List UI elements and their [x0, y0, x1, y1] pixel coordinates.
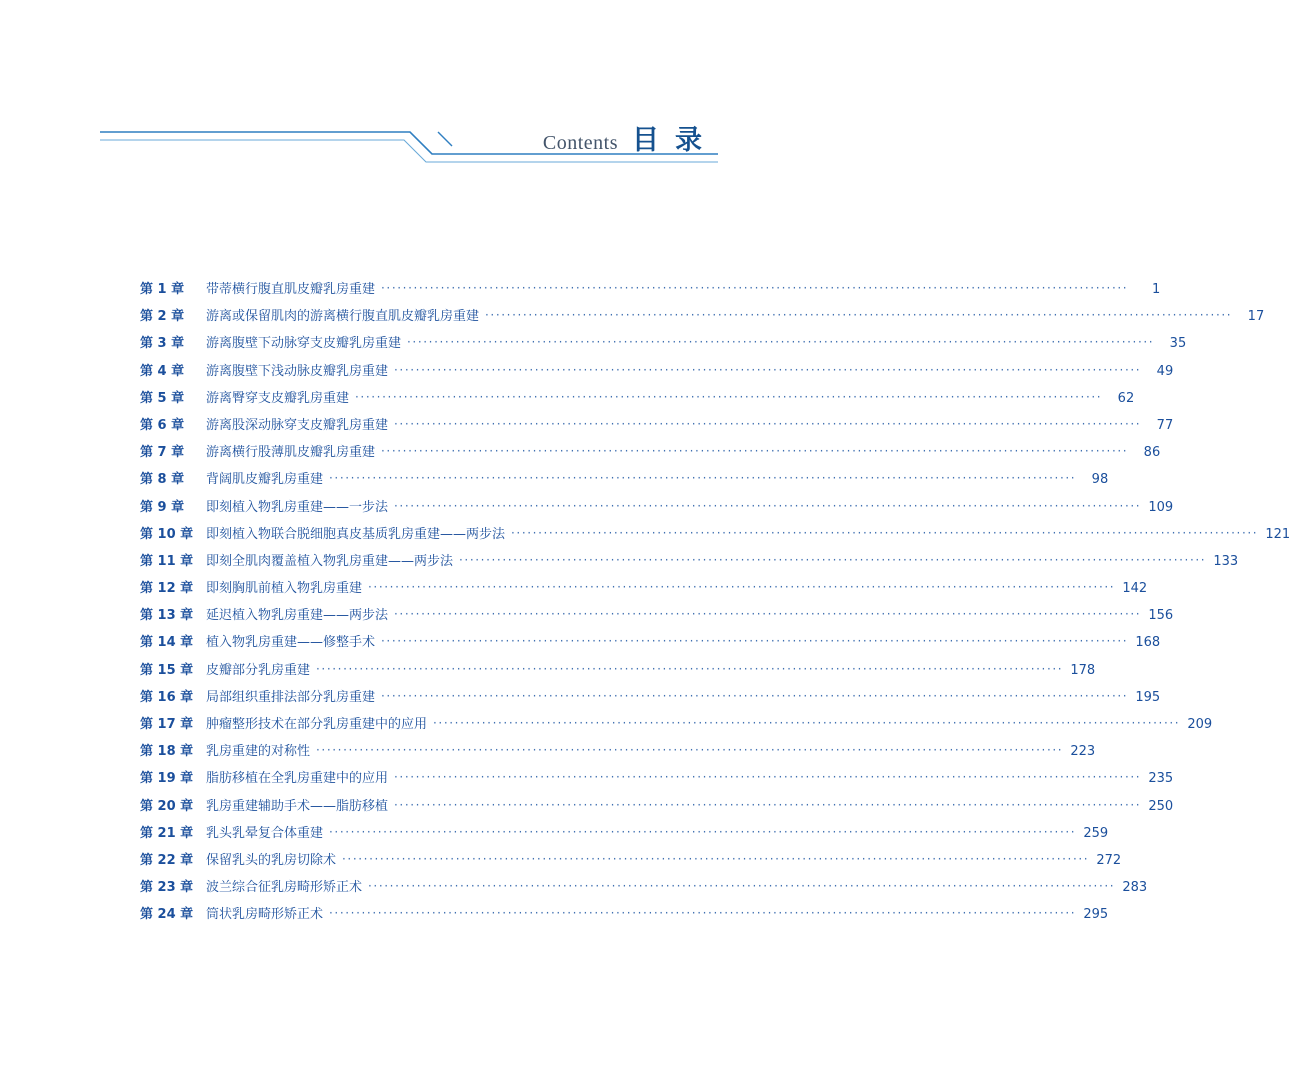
toc-entry-title: 筒状乳房畸形矫正术	[206, 907, 324, 923]
toc-page-number: 250	[1148, 798, 1174, 814]
toc-entry[interactable]	[140, 580, 1148, 597]
toc-entry-title: 乳房重建辅助手术——脂肪移植	[206, 798, 389, 814]
toc-entry[interactable]	[140, 607, 1174, 624]
toc-page-number: 109	[1148, 499, 1174, 515]
toc-chapter-number: 第 20 章	[140, 798, 194, 814]
toc-entry-title: 游离横行股薄肌皮瓣乳房重建	[206, 445, 376, 461]
toc-dot-leader: ··········································································································································	[329, 906, 1077, 921]
toc-chapter-number: 第 19 章	[140, 771, 194, 787]
toc-entry[interactable]	[140, 634, 1161, 651]
toc-chapter-number: 第 12 章	[140, 581, 194, 597]
toc-dot-leader: ··········································································································································	[394, 770, 1142, 785]
toc-dot-leader: ··········································································································································	[394, 498, 1142, 513]
toc-chapter-number: 第 4 章	[140, 363, 185, 379]
toc-entry[interactable]	[140, 743, 1096, 760]
toc-entry-title: 波兰综合征乳房畸形矫正术	[206, 880, 363, 896]
toc-page-number: 223	[1070, 744, 1096, 760]
toc-chapter-number: 第 16 章	[140, 689, 194, 705]
toc-dot-leader: ··········································································································································	[407, 335, 1155, 350]
toc-page-number: 142	[1122, 581, 1148, 597]
toc-chapter-number: 第 24 章	[140, 907, 194, 923]
toc-dot-leader: ··········································································································································	[381, 281, 1129, 295]
toc-entry[interactable]	[140, 389, 1135, 406]
toc-entry[interactable]	[140, 661, 1096, 678]
toc-page-number: 178	[1070, 662, 1096, 678]
toc-chapter-number: 第 23 章	[140, 880, 194, 896]
toc-entry-title: 即刻胸肌前植入物乳房重建	[206, 581, 363, 597]
toc-chapter-number: 第 2 章	[140, 309, 185, 325]
toc-dot-leader: ··········································································································································	[394, 362, 1142, 377]
toc-entry-title: 皮瓣部分乳房重建	[206, 662, 311, 678]
contents-label-en: Contents	[542, 132, 618, 154]
toc-chapter-number: 第 14 章	[140, 635, 194, 651]
toc-entry[interactable]	[140, 498, 1174, 515]
toc-page-number: 86	[1143, 445, 1161, 461]
toc-entry[interactable]	[140, 770, 1174, 787]
toc-entry-title: 即刻植入物联合脱细胞真皮基质乳房重建——两步法	[206, 526, 506, 542]
toc-chapter-number: 第 21 章	[140, 825, 194, 841]
toc-page-number: 156	[1148, 608, 1174, 624]
toc-entry[interactable]	[140, 281, 1161, 297]
toc-entry-title: 乳头乳晕复合体重建	[206, 825, 324, 841]
toc-dot-leader: ··········································································································································	[329, 471, 1077, 486]
toc-page-number: 235	[1148, 771, 1174, 787]
toc-dot-leader: ··········································································································································	[316, 661, 1064, 676]
toc-entry-title: 肿瘤整形技术在部分乳房重建中的应用	[206, 717, 428, 732]
toc-entry[interactable]	[140, 471, 1109, 488]
toc-chapter-number: 第 7 章	[140, 445, 185, 461]
toc-page-number: 1	[1151, 282, 1161, 297]
toc-page-number: 77	[1156, 417, 1174, 433]
toc-entry[interactable]	[140, 851, 1122, 868]
toc-page-number: 283	[1122, 880, 1148, 896]
toc-dot-leader: ··········································································································································	[394, 797, 1142, 812]
toc-page-number: 168	[1135, 635, 1161, 651]
toc-dot-leader: ··········································································································································	[485, 308, 1233, 323]
toc-chapter-number: 第 17 章	[140, 717, 194, 732]
toc-dot-leader: ··········································································································································	[355, 389, 1103, 404]
toc-dot-leader: ··········································································································································	[459, 552, 1207, 567]
toc-page-number: 259	[1083, 825, 1109, 841]
toc-chapter-number: 第 1 章	[140, 282, 185, 297]
toc-page-number: 49	[1156, 363, 1174, 379]
contents-label-cn: 目录	[632, 125, 718, 156]
toc-dot-leader: ··········································································································································	[329, 824, 1077, 839]
toc-entry[interactable]	[140, 797, 1174, 814]
toc-dot-leader: ··········································································································································	[381, 688, 1129, 703]
toc-chapter-number: 第 8 章	[140, 472, 185, 488]
toc-dot-leader: ··········································································································································	[394, 416, 1142, 431]
toc-entry[interactable]	[140, 879, 1148, 896]
table-of-contents	[140, 281, 1290, 935]
toc-entry-title: 脂肪移植在全乳房重建中的应用	[206, 771, 389, 787]
toc-page-number: 133	[1213, 553, 1239, 569]
toc-entry-title: 游离股深动脉穿支皮瓣乳房重建	[206, 417, 389, 433]
toc-entry-title: 保留乳头的乳房切除术	[206, 852, 337, 868]
toc-chapter-number: 第 11 章	[140, 553, 194, 569]
toc-dot-leader: ··········································································································································	[368, 879, 1116, 894]
toc-chapter-number: 第 3 章	[140, 336, 185, 352]
toc-entry-title: 延迟植入物乳房重建——两步法	[206, 608, 389, 624]
toc-chapter-number: 第 18 章	[140, 744, 194, 760]
toc-entry[interactable]	[140, 824, 1109, 841]
toc-dot-leader: ··········································································································································	[511, 525, 1259, 540]
toc-entry[interactable]	[140, 335, 1187, 352]
toc-page-number: 195	[1135, 689, 1161, 705]
toc-entry[interactable]	[140, 525, 1290, 542]
toc-dot-leader: ··········································································································································	[381, 634, 1129, 649]
toc-chapter-number: 第 22 章	[140, 852, 194, 868]
toc-entry-title: 即刻植入物乳房重建——一步法	[206, 499, 389, 515]
toc-page-number: 209	[1187, 717, 1213, 732]
toc-dot-leader: ··········································································································································	[394, 607, 1142, 622]
toc-entry[interactable]	[140, 906, 1109, 923]
toc-entry-title: 局部组织重排法部分乳房重建	[206, 689, 376, 705]
toc-entry-title: 游离或保留肌肉的游离横行腹直肌皮瓣乳房重建	[206, 309, 480, 325]
toc-chapter-number: 第 5 章	[140, 390, 185, 406]
toc-page-number: 17	[1247, 309, 1265, 325]
toc-entry-title: 带蒂横行腹直肌皮瓣乳房重建	[206, 282, 376, 297]
toc-dot-leader: ··········································································································································	[381, 444, 1129, 459]
toc-entry-title: 游离腹壁下动脉穿支皮瓣乳房重建	[206, 336, 402, 352]
toc-entry-title: 植入物乳房重建——修整手术	[206, 635, 376, 651]
toc-page-number: 35	[1169, 336, 1187, 352]
toc-dot-leader: ··········································································································································	[368, 580, 1116, 595]
page-title	[543, 118, 718, 157]
toc-entry-title: 游离臀穿支皮瓣乳房重建	[206, 390, 350, 406]
toc-entry[interactable]	[140, 416, 1174, 433]
toc-page-number: 295	[1083, 907, 1109, 923]
toc-entry[interactable]	[140, 716, 1213, 732]
toc-entry-title: 即刻全肌肉覆盖植入物乳房重建——两步法	[206, 553, 454, 569]
toc-page-number: 62	[1117, 390, 1135, 406]
toc-entry[interactable]	[140, 362, 1174, 379]
toc-dot-leader: ··········································································································································	[433, 716, 1181, 730]
toc-entry[interactable]	[140, 444, 1161, 461]
toc-dot-leader: ··········································································································································	[342, 851, 1090, 866]
toc-entry[interactable]	[140, 308, 1265, 325]
toc-chapter-number: 第 15 章	[140, 662, 194, 678]
toc-page-number: 121	[1265, 526, 1290, 542]
toc-entry-title: 乳房重建的对称性	[206, 744, 311, 760]
toc-entry[interactable]	[140, 552, 1239, 569]
toc-chapter-number: 第 9 章	[140, 499, 185, 515]
toc-chapter-number: 第 13 章	[140, 608, 194, 624]
toc-chapter-number: 第 6 章	[140, 417, 185, 433]
toc-page-number: 272	[1096, 852, 1122, 868]
toc-entry[interactable]	[140, 688, 1161, 705]
toc-entry-title: 游离腹壁下浅动脉皮瓣乳房重建	[206, 363, 389, 379]
toc-page-number: 98	[1091, 472, 1109, 488]
toc-chapter-number: 第 10 章	[140, 526, 194, 542]
toc-dot-leader: ··········································································································································	[316, 743, 1064, 758]
toc-entry-title: 背阔肌皮瓣乳房重建	[206, 472, 324, 488]
